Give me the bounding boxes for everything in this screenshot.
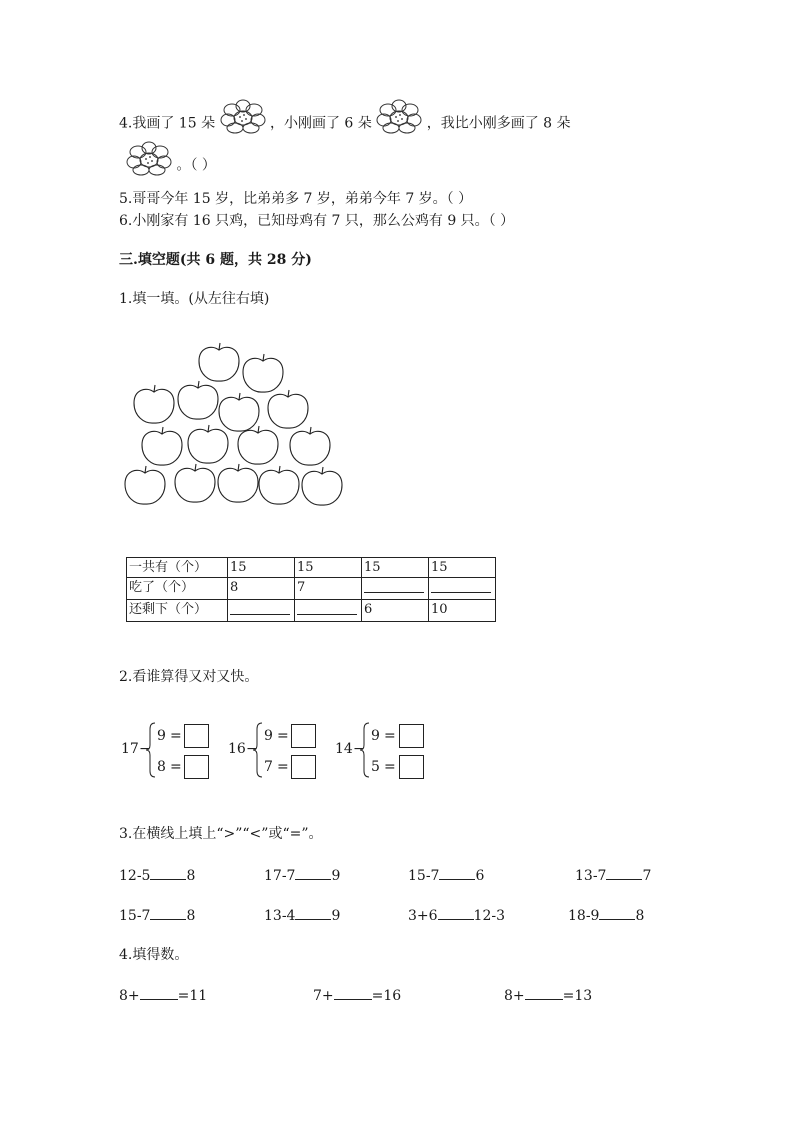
- fill4-right: =16: [371, 988, 402, 1004]
- compare-item: [264, 865, 340, 884]
- left-brace-icon: [360, 721, 370, 779]
- compare-item: [408, 865, 484, 884]
- apples-table: [126, 557, 496, 622]
- flower-icon: [126, 140, 172, 191]
- answer-box[interactable]: [291, 755, 316, 779]
- q4-text-2: ，小刚画了 6 朵: [269, 115, 372, 132]
- fill4-item: [504, 985, 592, 1004]
- table-row: [127, 600, 496, 622]
- cell-total-4: 15: [429, 558, 496, 578]
- minuend-1: 17: [121, 741, 139, 757]
- row-label-remaining: 还剩下（个）: [127, 600, 228, 622]
- subtrahend-top-1: 9: [157, 728, 166, 744]
- fill2-prompt: 2.看谁算得又对又快。: [119, 669, 259, 685]
- apples-illustration: [120, 340, 350, 510]
- answer-blank[interactable]: [150, 865, 186, 880]
- apple-icon: [175, 464, 215, 502]
- cell-eaten-4-blank[interactable]: [429, 578, 496, 600]
- cell-total-1: 15: [228, 558, 295, 578]
- compare-left: 15-7: [119, 908, 151, 924]
- left-brace-icon: [146, 721, 156, 779]
- answer-blank[interactable]: [230, 600, 290, 615]
- answer-blank[interactable]: [140, 985, 178, 1000]
- apple-icon: [302, 467, 342, 505]
- answer-blank[interactable]: [364, 578, 424, 593]
- apple-icon: [243, 354, 283, 392]
- cell-remaining-4: 10: [429, 600, 496, 622]
- apple-icon: [219, 393, 259, 431]
- apple-icon: [142, 427, 182, 465]
- compare-item: [264, 905, 340, 924]
- table-row: [127, 558, 496, 578]
- equals-sign: =: [384, 759, 396, 775]
- subtrahend-top-2: 9: [264, 728, 273, 744]
- cell-remaining-3: 6: [362, 600, 429, 622]
- answer-blank[interactable]: [295, 905, 331, 920]
- answer-box[interactable]: [399, 755, 424, 779]
- answer-blank[interactable]: [431, 578, 491, 593]
- equals-sign: =: [277, 759, 289, 775]
- answer-blank[interactable]: [297, 600, 357, 615]
- equals-sign: =: [277, 728, 289, 744]
- answer-box[interactable]: [184, 755, 209, 779]
- fill4-right: =11: [177, 988, 208, 1004]
- answer-box[interactable]: [184, 724, 209, 748]
- minus-sign: −: [139, 741, 151, 757]
- cell-eaten-3-blank[interactable]: [362, 578, 429, 600]
- apple-icon: [178, 381, 218, 419]
- fill4-item: [313, 985, 401, 1004]
- compare-right: 8: [186, 908, 196, 924]
- flower-icon: [376, 98, 422, 149]
- row-label-total: 一共有（个）: [127, 558, 228, 578]
- q4-line2: [126, 140, 216, 191]
- minuend-2: 16: [228, 741, 246, 757]
- section3-title: 三.填空题(共 6 题，共 28 分): [119, 252, 312, 268]
- compare-item: [119, 865, 195, 884]
- compare-item: [575, 865, 651, 884]
- compare-item: [119, 905, 195, 924]
- flower-icon: [220, 98, 266, 149]
- answer-box[interactable]: [291, 724, 316, 748]
- compare-item: [568, 905, 644, 924]
- row-label-eaten: 吃了（个）: [127, 578, 228, 600]
- apple-icon: [238, 426, 278, 464]
- apple-icon: [125, 466, 165, 504]
- cell-total-2: 15: [295, 558, 362, 578]
- equals-sign: =: [384, 728, 396, 744]
- left-brace-icon: [253, 721, 263, 779]
- q4-text-1: 4.我画了 15 朵: [119, 115, 216, 132]
- equals-sign: =: [170, 759, 182, 775]
- q6-text: 6.小刚家有 16 只鸡，已知母鸡有 7 只，那么公鸡有 9 只。（ ）: [119, 213, 515, 229]
- apple-icon: [199, 343, 239, 381]
- fill3-prompt: 3.在横线上填上“>”“<”或“=”。: [119, 826, 323, 842]
- cell-total-3: 15: [362, 558, 429, 578]
- cell-remaining-2-blank[interactable]: [295, 600, 362, 622]
- compare-item: [408, 905, 505, 924]
- minuend-3: 14: [335, 741, 353, 757]
- q5-text: 5.哥哥今年 15 岁，比弟弟多 7 岁，弟弟今年 7 岁。（ ）: [119, 191, 473, 207]
- answer-box[interactable]: [399, 724, 424, 748]
- answer-blank[interactable]: [599, 905, 635, 920]
- answer-blank[interactable]: [334, 985, 372, 1000]
- fill4-item: [119, 985, 207, 1004]
- fill4-left: 7+: [313, 988, 334, 1004]
- compare-right: 7: [642, 868, 652, 884]
- apple-icon: [218, 464, 258, 502]
- answer-blank[interactable]: [439, 865, 475, 880]
- compare-right: 9: [331, 908, 341, 924]
- apple-icon: [268, 390, 308, 428]
- cell-eaten-2: 7: [295, 578, 362, 600]
- answer-blank[interactable]: [150, 905, 186, 920]
- answer-blank[interactable]: [606, 865, 642, 880]
- cell-eaten-1: 8: [228, 578, 295, 600]
- subtrahend-bottom-2: 7: [264, 759, 273, 775]
- fill4-left: 8+: [504, 988, 525, 1004]
- compare-right: 8: [186, 868, 196, 884]
- subtrahend-bottom-3: 5: [371, 759, 380, 775]
- compare-right: 12-3: [473, 908, 505, 924]
- compare-right: 9: [331, 868, 341, 884]
- compare-left: 13-4: [264, 908, 296, 924]
- subtrahend-top-3: 9: [371, 728, 380, 744]
- compare-left: 17-7: [264, 868, 296, 884]
- apple-icon: [134, 385, 174, 423]
- compare-left: 12-5: [119, 868, 151, 884]
- equals-sign: =: [170, 728, 182, 744]
- apple-icon: [188, 425, 228, 463]
- fill1-prompt: 1.填一填。(从左往右填): [119, 291, 270, 307]
- cell-remaining-1-blank[interactable]: [228, 600, 295, 622]
- answer-blank[interactable]: [295, 865, 331, 880]
- apple-icon: [290, 427, 330, 465]
- apple-icon: [259, 466, 299, 504]
- answer-blank[interactable]: [438, 905, 474, 920]
- subtrahend-bottom-1: 8: [157, 759, 166, 775]
- minus-sign: −: [353, 741, 365, 757]
- fill4-left: 8+: [119, 988, 140, 1004]
- fill4-prompt: 4.填得数。: [119, 947, 189, 963]
- answer-blank[interactable]: [525, 985, 563, 1000]
- q4-text-3: ，我比小刚多画了 8 朵: [426, 115, 571, 132]
- minus-sign: −: [246, 741, 258, 757]
- table-row: [127, 578, 496, 600]
- fill4-right: =13: [562, 988, 593, 1004]
- q4-text-4: 。（ ）: [176, 157, 216, 174]
- compare-left: 13-7: [575, 868, 607, 884]
- compare-left: 3+6: [408, 908, 438, 924]
- compare-left: 18-9: [568, 908, 600, 924]
- compare-right: 6: [475, 868, 485, 884]
- compare-left: 15-7: [408, 868, 440, 884]
- compare-right: 8: [635, 908, 645, 924]
